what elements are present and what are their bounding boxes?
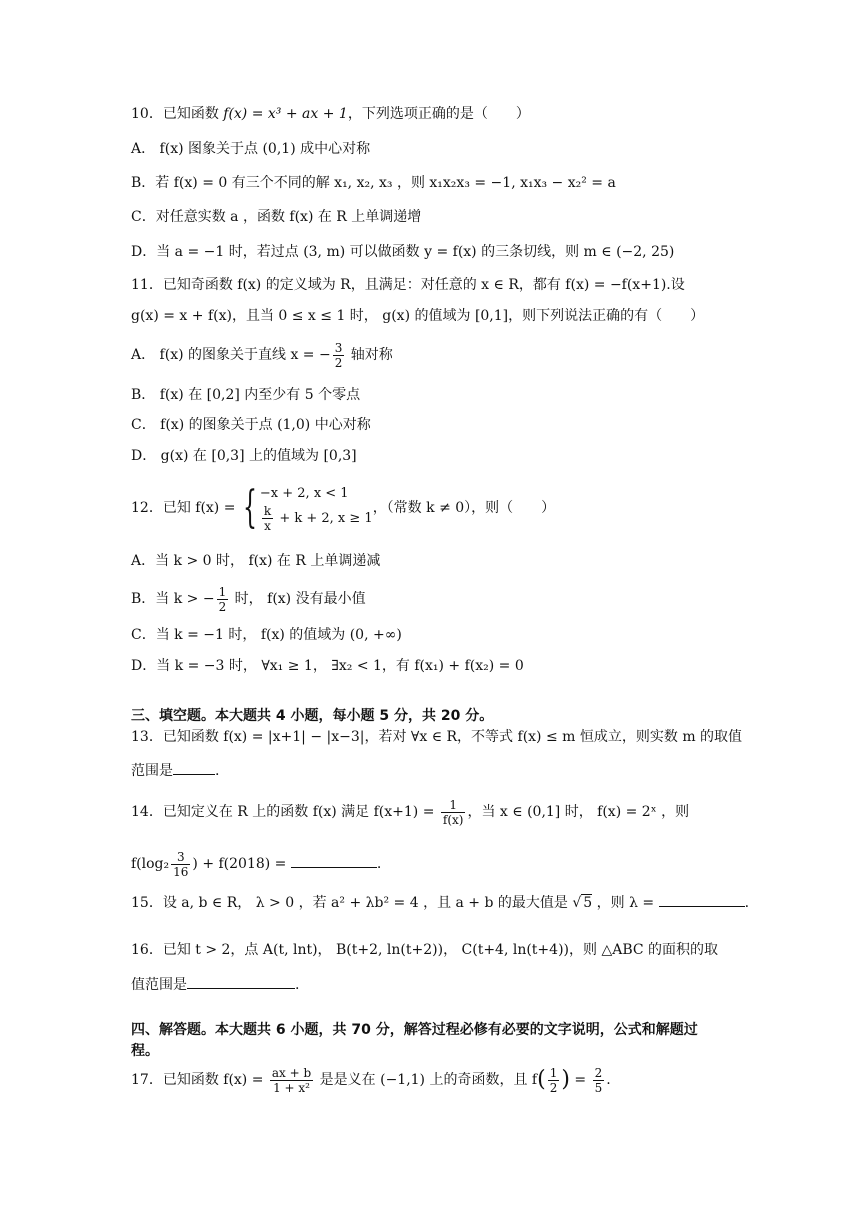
q12-option-b-den: 2 [218, 599, 227, 614]
q12-option-b-pre: B．当 k > − [131, 591, 215, 607]
q17-val-fraction [593, 1066, 605, 1095]
q13-line2: 范围是 . [131, 760, 219, 781]
q12-option-b-num: 1 [218, 584, 227, 599]
q11-option-a [131, 338, 393, 372]
q13-line2-text: 范围是 [131, 763, 173, 779]
section-3-heading: 三、填空题。本大题共 4 小题，每小题 5 分，共 20 分。 [131, 708, 494, 724]
q12-piecewise [260, 484, 373, 533]
q13-line1: 13．已知函数 f(x) = |x+1| − |x−3|，若对 ∀x ∈ R，不等式 f(x) ≤ m 恒成立，则实数 m 的取值 [131, 729, 743, 745]
q17-open-paren: ( [537, 1067, 546, 1092]
q10-option-d: D．当 a = −1 时，若过点 (3, m) 可以做函数 y = f(x) 的三条切线，则 m ∈ (−2, 25) [131, 244, 675, 260]
q11-option-a-post: 轴对称 [346, 347, 393, 363]
q12-case2-post: + k + 2, x ≥ 1 [275, 510, 373, 526]
q12-case1: −x + 2, x < 1 [259, 485, 349, 501]
q14-l2-den: 16 [173, 864, 189, 879]
q16-line2: 值范围是 . [131, 974, 299, 995]
q11-option-a-pre: A． f(x) 的图象关于直线 x = − [131, 347, 331, 363]
q10-stem-text-b: ，下列选项正确的是（ ） [347, 106, 530, 122]
q14-num: 1 [441, 798, 466, 813]
q12-stem-pre: 12．已知 f(x) = [131, 500, 240, 516]
q12-case2-num: k [263, 503, 272, 518]
q14-line2: f(log₂ $\frac{3}{16}$ ) + f(2018) = . [131, 849, 382, 879]
q14-l2-num: 3 [171, 850, 190, 865]
section-4-heading-line2: 程。 [131, 1043, 159, 1059]
q15-line: 15．设 a, b ∈ R， λ > 0 ，若 a² + λb² = 4 ，且 a + b 的最大值是 √ 5 ，则 λ = . [131, 892, 749, 913]
q11-option-a-fraction [333, 341, 345, 370]
q17-arg-den: 2 [549, 1080, 558, 1095]
q10-option-b: B．若 f(x) = 0 有三个不同的解 x₁, x₂, x₃ ，则 x₁x₂x₃ = −1, x₁x₃ − x₂² = a [131, 175, 616, 191]
q14-answer-blank [291, 853, 377, 868]
q12-option-a: A．当 k > 0 时， f(x) 在 R 上单调递减 [131, 553, 381, 569]
q17-val-den: 5 [594, 1080, 603, 1095]
q11-option-c: C． f(x) 的图象关于点 (1,0) 中心对称 [131, 417, 371, 433]
q14-l2-pre: f(log₂ [131, 856, 170, 872]
q17-val-num: 2 [594, 1065, 603, 1080]
sqrt-symbol: √ [572, 895, 582, 911]
q17-arg-fraction [548, 1066, 560, 1095]
q16-answer-blank [187, 974, 295, 989]
q12-case2-fraction [262, 504, 273, 533]
q17-num: ax + b [271, 1065, 312, 1080]
q17-mid: 是是义在 (−1,1) 上的奇函数，且 f [315, 1072, 538, 1088]
q13-answer-blank [173, 760, 215, 775]
q17-close-paren: ) [561, 1067, 570, 1092]
q10-option-a: A． f(x) 图象关于点 (0,1) 成中心对称 [131, 141, 371, 157]
q11-option-a-den: 2 [334, 355, 343, 370]
q12-option-b-post: 时， f(x) 没有最小值 [230, 591, 366, 607]
section-4-heading-line1: 四、解答题。本大题共 6 小题，共 70 分，解答过程必修有必要的文字说明，公式和解题过 [131, 1022, 698, 1038]
q17-fraction [270, 1066, 313, 1095]
q11-option-d: D． g(x) 在 [0,3] 上的值域为 [0,3] [131, 448, 357, 464]
q12-brace: { [242, 482, 257, 533]
q17-pre: 17．已知函数 f(x) = [131, 1072, 268, 1088]
q10-stem-text-a: 10．已知函数 [131, 106, 224, 122]
q17-eq: = [569, 1072, 591, 1088]
q12-option-c: C．当 k = −1 时， f(x) 的值域为 (0, +∞) [131, 627, 402, 643]
q12-option-b [131, 582, 366, 616]
q11-option-b: B． f(x) 在 [0,2] 内至少有 5 个零点 [131, 387, 361, 403]
q14-l2-fraction [171, 850, 190, 879]
q14-post: ，当 x ∈ (0,1] 时， f(x) = 2ˣ ，则 [467, 804, 690, 820]
q11-option-a-num: 3 [334, 340, 343, 355]
q15-pre: 15．设 a, b ∈ R， λ > 0 ，若 a² + λb² = 4 ，且 a + b 的最大值是 [131, 895, 573, 911]
q14-l2-post: ) + f(2018) = [192, 856, 291, 872]
q14-pre: 14．已知定义在 R 上的函数 f(x) 满足 f(x+1) = [131, 804, 439, 820]
q16-line1: 16．已知 t > 2，点 A(t, lnt)， B(t+2, ln(t+2))， C(t+4, ln(t+4))，则 △ABC 的面积的取 [131, 942, 719, 958]
q10-stem [131, 104, 530, 124]
q12-stem-post: ，（常数 k ≠ 0），则（ ） [372, 500, 556, 516]
q10-option-c: C．对任意实数 a ，函数 f(x) 在 R 上单调递增 [131, 209, 422, 225]
q17-line [131, 1062, 611, 1098]
q17-end: . [606, 1072, 611, 1088]
q10-stem-function: f(x) = x³ + ax + 1 [223, 106, 348, 122]
q12-option-d: D．当 k = −3 时， ∀x₁ ≥ 1， ∃x₂ < 1，有 f(x₁) + f(x₂) = 0 [131, 658, 524, 674]
q17-den: 1 + x² [273, 1080, 310, 1095]
q15-answer-blank [659, 892, 745, 907]
q14-den: f(x) [442, 812, 464, 827]
q12-case2-den: x [264, 518, 271, 533]
q12-case2 [260, 504, 373, 533]
q14-line1 [131, 794, 689, 830]
q15-post: ，则 λ = [592, 895, 659, 911]
q17-arg-num: 1 [549, 1065, 558, 1080]
q15-sqrt-value: 5 [583, 895, 593, 911]
q11-stem-line1: 11．已知奇函数 f(x) 的定义域为 R，且满足：对任意的 x ∈ R，都有 f(x) = −f(x+1).设 [131, 277, 685, 293]
q12-option-b-fraction [217, 585, 229, 614]
q11-stem-line2: g(x) = x + f(x)，且当 0 ≤ x ≤ 1 时， g(x) 的值域为 [0,1]，则下列说法正确的有（ ） [131, 308, 705, 324]
q14-fraction [441, 798, 466, 827]
q16-line2-text: 值范围是 [131, 977, 187, 993]
q12-stem [131, 474, 555, 542]
